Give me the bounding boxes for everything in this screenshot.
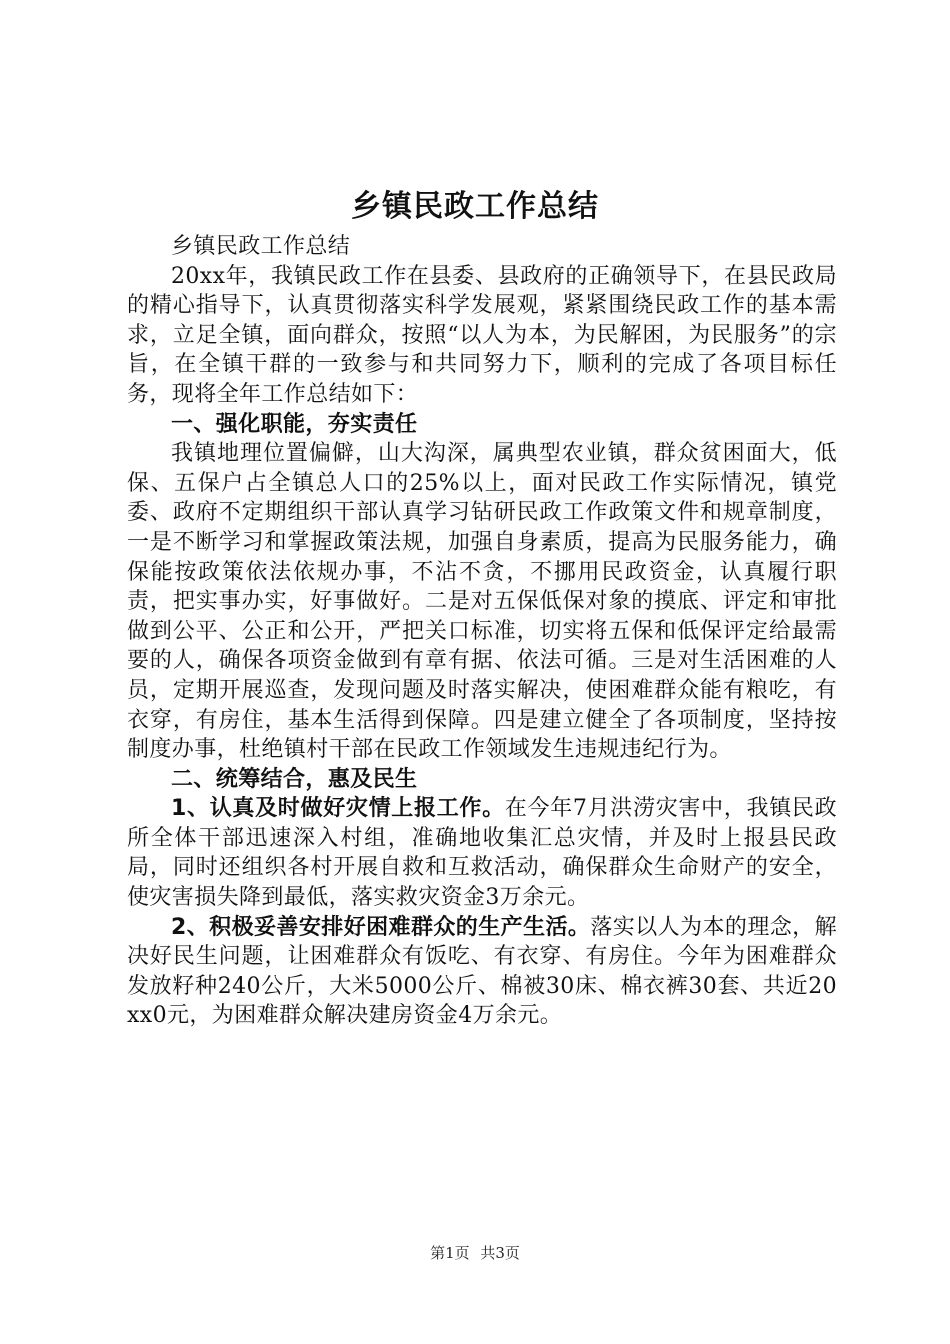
document-body <box>127 232 837 1031</box>
section-2-item-2 <box>127 913 837 1031</box>
item-2-lead: 2、积极妥善安排好困难群众的生产生活。 <box>171 914 591 940</box>
intro-paragraph: 20xx年，我镇民政工作在县委、县政府的正确领导下，在县民政局的精心指导下，认真贯彻落实科学发展观，紧紧围绕民政工作的基本需求，立足全镇，面向群众，按照“以人为本，为民解困，为民服务”的宗旨，在全镇干群的一致参与和共同努力下，顺利的完成了各项目标任务，现将全年工作总结如下： <box>127 263 837 407</box>
item-1-lead: 1、认真及时做好灾情上报工作。 <box>171 796 505 822</box>
page-total: 共3页 <box>480 1244 520 1262</box>
item-1-text: 在今年7月洪涝灾害中，我镇民政所全体干部迅速深入村组，准确地收集汇总灾情，并及时上报县民政局，同时还组织各村开展自救和互救活动，确保群众生命财产的安全，使灾害损失降到最低，落实救灾资金3万余元。 <box>127 796 838 911</box>
section-2-heading: 二、统筹结合，惠及民生 <box>171 766 418 792</box>
item-2-text: 落实以人为本的理念，解决好民生问题，让困难群众有饭吃、有衣穿、有房住。今年为困难群众发放籽种240公斤，大米5000公斤、棉被30床、棉衣裤30套、共近20xx0元，为困难群众解决建房资金4万余元。 <box>127 914 837 1029</box>
page-number: 第1页 <box>430 1244 470 1262</box>
section-1-paragraph: 我镇地理位置偏僻，山大沟深，属典型农业镇，群众贫困面大，低保、五保户占全镇总人口的25%以上，面对民政工作实际情况，镇党委、政府不定期组织干部认真学习钻研民政工作政策文件和规章制度，一是不断学习和掌握政策法规，加强自身素质，提高为民服务能力，确保能按政策依法依规办事，不沾不贪，不挪用民政资金，认真履行职责，把实事办实，好事做好。二是对五保低保对象的摸底、评定和审批做到公平、公正和公开，严把关口标准，切实将五保和低保评定给最需要的人，确保各项资金做到有章有据、依法可循。三是对生活困难的人员，定期开展巡查，发现问题及时落实解决，使困难群众能有粮吃，有衣穿，有房住，基本生活得到保障。四是建立健全了各项制度，坚持按制度办事，杜绝镇村干部在民政工作领域发生违规违纪行为。 <box>127 441 837 763</box>
section-2-item-1 <box>127 794 837 912</box>
page-footer <box>0 1243 950 1263</box>
document-subtitle: 乡镇民政工作总结 <box>171 234 351 259</box>
section-1-heading: 一、强化职能，夯实责任 <box>171 411 418 437</box>
document-title: 乡镇民政工作总结 <box>351 189 599 224</box>
